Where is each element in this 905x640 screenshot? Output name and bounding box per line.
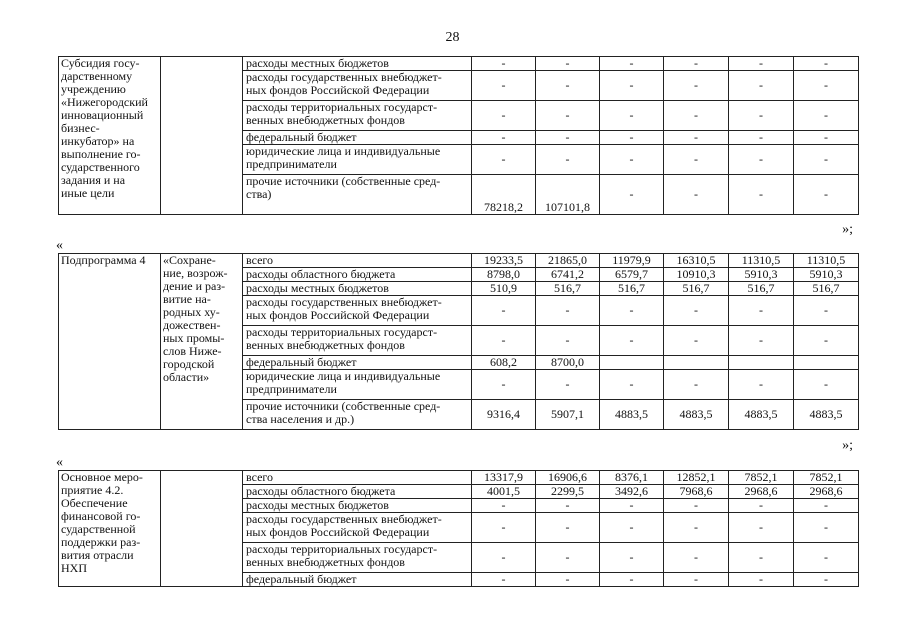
item-name-line: Основное меро-: [61, 470, 143, 484]
value-cell: -: [600, 71, 664, 101]
value-cell: -: [472, 370, 536, 400]
value-cell: -: [472, 326, 536, 356]
funding-source-cell: [243, 175, 472, 215]
funding-source-line: ства населения и др.): [246, 412, 355, 426]
value-cell: -: [600, 573, 664, 587]
item-name-line: финансовой го-: [61, 509, 141, 523]
item-name-line: «Нижегородский: [61, 95, 148, 109]
value-cell: -: [794, 296, 859, 326]
value-cell: -: [729, 101, 794, 131]
item-name-line: Подпрограмма 4: [61, 253, 146, 267]
value-cell: -: [472, 145, 536, 175]
funding-source-cell: [243, 71, 472, 101]
item-name-line: иные цели: [61, 186, 115, 200]
funding-table-subprogram-4: [58, 253, 859, 430]
value-cell: [729, 356, 794, 370]
program-name-cell: [161, 254, 243, 430]
value-cell: -: [600, 326, 664, 356]
value-cell: 516,7: [536, 282, 600, 296]
value-cell: -: [794, 131, 859, 145]
funding-source-line: всего: [246, 253, 274, 267]
table-row: [59, 471, 859, 485]
value-cell: -: [600, 296, 664, 326]
value-cell: -: [729, 131, 794, 145]
program-name-cell: [161, 57, 243, 215]
value-cell: -: [729, 543, 794, 573]
value-cell: 13317,9: [472, 471, 536, 485]
program-name-cell: [161, 471, 243, 587]
value-cell: -: [664, 513, 729, 543]
value-cell: -: [472, 573, 536, 587]
value-cell: 2968,6: [729, 485, 794, 499]
funding-source-cell: [243, 370, 472, 400]
funding-source-cell: [243, 145, 472, 175]
value-cell: 78218,2: [472, 175, 536, 215]
funding-source-line: юридические лица и индивидуальные: [246, 144, 441, 158]
value-cell: -: [600, 513, 664, 543]
value-cell: -: [729, 370, 794, 400]
value-cell: [600, 356, 664, 370]
value-cell: -: [600, 57, 664, 71]
value-cell: [794, 356, 859, 370]
value-cell: -: [472, 57, 536, 71]
funding-source-line: расходы местных бюджетов: [246, 56, 389, 70]
closing-quote: »;: [842, 438, 853, 453]
funding-source-line: ных фондов Российской Федерации: [246, 83, 430, 97]
value-cell: 516,7: [729, 282, 794, 296]
value-cell: 6579,7: [600, 268, 664, 282]
value-cell: -: [472, 513, 536, 543]
funding-source-line: федеральный бюджет: [246, 572, 357, 586]
item-name-line: вития отрасли: [61, 548, 134, 562]
value-cell: -: [472, 131, 536, 145]
funding-source-cell: [243, 101, 472, 131]
table-row: [59, 57, 859, 71]
value-cell: -: [664, 499, 729, 513]
funding-source-line: венных внебюджетных фондов: [246, 113, 405, 127]
value-cell: -: [536, 573, 600, 587]
value-cell: 11979,9: [600, 254, 664, 268]
value-cell: -: [729, 296, 794, 326]
value-cell: 107101,8: [536, 175, 600, 215]
funding-source-line: ных фондов Российской Федерации: [246, 525, 430, 539]
program-name-line: родных ху-: [163, 305, 220, 319]
item-name-line: учреждению: [61, 82, 126, 96]
funding-source-line: юридические лица и индивидуальные: [246, 369, 441, 383]
value-cell: -: [664, 57, 729, 71]
value-cell: -: [664, 101, 729, 131]
funding-source-cell: [243, 282, 472, 296]
funding-source-line: расходы территориальных государст-: [246, 542, 438, 556]
funding-source-cell: [243, 573, 472, 587]
value-cell: 21865,0: [536, 254, 600, 268]
value-cell: -: [794, 326, 859, 356]
item-name-line: поддержки раз-: [61, 535, 141, 549]
item-name-line: инновационный: [61, 108, 144, 122]
funding-source-line: расходы областного бюджета: [246, 484, 396, 498]
value-cell: -: [536, 513, 600, 543]
value-cell: -: [794, 71, 859, 101]
item-name-line: сударственной: [61, 522, 136, 536]
funding-source-line: расходы местных бюджетов: [246, 498, 389, 512]
value-cell: -: [600, 175, 664, 215]
funding-source-cell: [243, 499, 472, 513]
program-name-line: витие на-: [163, 292, 211, 306]
value-cell: 4001,5: [472, 485, 536, 499]
item-name-line: задания и на: [61, 173, 126, 187]
value-cell: 7852,1: [794, 471, 859, 485]
item-name-line: приятие 4.2.: [61, 483, 124, 497]
value-cell: -: [729, 326, 794, 356]
value-cell: -: [664, 543, 729, 573]
program-name-line: дожествен-: [163, 318, 221, 332]
program-name-line: «Сохране-: [163, 253, 216, 267]
value-cell: 4883,5: [600, 400, 664, 430]
value-cell: 5910,3: [794, 268, 859, 282]
value-cell: -: [794, 573, 859, 587]
funding-source-line: расходы территориальных государст-: [246, 100, 438, 114]
funding-source-cell: [243, 471, 472, 485]
item-name-line: выполнение го-: [61, 147, 141, 161]
value-cell: 5907,1: [536, 400, 600, 430]
value-cell: -: [794, 145, 859, 175]
funding-source-line: всего: [246, 470, 274, 484]
item-name-cell: [59, 254, 161, 430]
value-cell: 2968,6: [794, 485, 859, 499]
value-cell: 6741,2: [536, 268, 600, 282]
value-cell: 16906,6: [536, 471, 600, 485]
value-cell: 9316,4: [472, 400, 536, 430]
value-cell: -: [472, 499, 536, 513]
funding-source-line: расходы государственных внебюджет-: [246, 295, 442, 309]
funding-source-line: предприниматели: [246, 382, 337, 396]
page-number: 28: [445, 30, 460, 45]
funding-source-cell: [243, 356, 472, 370]
funding-source-line: расходы местных бюджетов: [246, 281, 389, 295]
value-cell: 7852,1: [729, 471, 794, 485]
value-cell: 516,7: [664, 282, 729, 296]
value-cell: 10910,3: [664, 268, 729, 282]
funding-source-line: венных внебюджетных фондов: [246, 338, 405, 352]
value-cell: 516,7: [794, 282, 859, 296]
funding-source-line: федеральный бюджет: [246, 130, 357, 144]
value-cell: 5910,3: [729, 268, 794, 282]
funding-source-line: ства): [246, 187, 272, 201]
value-cell: -: [600, 543, 664, 573]
item-name-line: инкубатор» на: [61, 134, 135, 148]
funding-source-cell: [243, 400, 472, 430]
value-cell: -: [600, 101, 664, 131]
item-name-line: Субсидия госу-: [61, 56, 140, 70]
program-name-line: ние, возрож-: [163, 266, 228, 280]
item-name-line: сударственного: [61, 160, 140, 174]
program-name-line: городской: [163, 357, 215, 371]
value-cell: -: [600, 145, 664, 175]
value-cell: -: [729, 573, 794, 587]
opening-quote: «: [56, 238, 63, 253]
table-row: [59, 254, 859, 268]
value-cell: 8700,0: [536, 356, 600, 370]
value-cell: -: [600, 499, 664, 513]
value-cell: 2299,5: [536, 485, 600, 499]
program-name-line: ных промы-: [163, 331, 225, 345]
value-cell: -: [729, 57, 794, 71]
value-cell: -: [729, 145, 794, 175]
value-cell: [664, 356, 729, 370]
value-cell: -: [536, 101, 600, 131]
item-name-cell: [59, 57, 161, 215]
funding-source-line: прочие источники (собственные сред-: [246, 174, 441, 188]
funding-source-cell: [243, 543, 472, 573]
value-cell: -: [664, 296, 729, 326]
funding-table-subsidy: [58, 56, 859, 215]
value-cell: -: [794, 57, 859, 71]
funding-source-line: расходы территориальных государст-: [246, 325, 438, 339]
value-cell: -: [664, 326, 729, 356]
value-cell: -: [600, 131, 664, 145]
value-cell: 19233,5: [472, 254, 536, 268]
value-cell: -: [472, 296, 536, 326]
item-name-line: дарственному: [61, 69, 133, 83]
value-cell: -: [536, 326, 600, 356]
value-cell: -: [794, 499, 859, 513]
value-cell: -: [472, 71, 536, 101]
item-name-cell: [59, 471, 161, 587]
funding-source-cell: [243, 485, 472, 499]
value-cell: -: [794, 370, 859, 400]
value-cell: -: [664, 370, 729, 400]
funding-source-cell: [243, 57, 472, 71]
funding-source-cell: [243, 268, 472, 282]
funding-source-cell: [243, 296, 472, 326]
funding-source-cell: [243, 254, 472, 268]
item-name-line: бизнес-: [61, 121, 100, 135]
funding-table-activity-4-2: [58, 470, 859, 587]
value-cell: 12852,1: [664, 471, 729, 485]
value-cell: -: [536, 71, 600, 101]
value-cell: -: [472, 101, 536, 131]
value-cell: -: [536, 145, 600, 175]
value-cell: 11310,5: [729, 254, 794, 268]
value-cell: -: [664, 175, 729, 215]
value-cell: 516,7: [600, 282, 664, 296]
value-cell: -: [794, 513, 859, 543]
item-name-line: НХП: [61, 561, 87, 575]
value-cell: 8376,1: [600, 471, 664, 485]
value-cell: 16310,5: [664, 254, 729, 268]
value-cell: -: [664, 71, 729, 101]
funding-source-line: предприниматели: [246, 157, 337, 171]
value-cell: 7968,6: [664, 485, 729, 499]
value-cell: -: [536, 370, 600, 400]
value-cell: -: [600, 370, 664, 400]
closing-quote: »;: [842, 222, 853, 237]
value-cell: 4883,5: [794, 400, 859, 430]
funding-source-cell: [243, 326, 472, 356]
value-cell: -: [536, 131, 600, 145]
value-cell: 3492,6: [600, 485, 664, 499]
funding-source-line: федеральный бюджет: [246, 355, 357, 369]
value-cell: -: [536, 499, 600, 513]
value-cell: 11310,5: [794, 254, 859, 268]
value-cell: -: [536, 543, 600, 573]
value-cell: -: [664, 573, 729, 587]
opening-quote: «: [56, 455, 63, 470]
value-cell: 8798,0: [472, 268, 536, 282]
funding-source-line: венных внебюджетных фондов: [246, 555, 405, 569]
value-cell: 4883,5: [664, 400, 729, 430]
funding-source-cell: [243, 513, 472, 543]
program-name-line: дение и раз-: [163, 279, 226, 293]
value-cell: 608,2: [472, 356, 536, 370]
funding-source-line: расходы государственных внебюджет-: [246, 512, 442, 526]
funding-source-line: расходы государственных внебюджет-: [246, 70, 442, 84]
value-cell: -: [664, 145, 729, 175]
funding-source-line: ных фондов Российской Федерации: [246, 308, 430, 322]
value-cell: -: [794, 175, 859, 215]
funding-source-line: расходы областного бюджета: [246, 267, 396, 281]
value-cell: -: [794, 543, 859, 573]
value-cell: -: [664, 131, 729, 145]
funding-source-cell: [243, 131, 472, 145]
value-cell: -: [729, 71, 794, 101]
value-cell: 510,9: [472, 282, 536, 296]
value-cell: 4883,5: [729, 400, 794, 430]
item-name-line: Обеспечение: [61, 496, 128, 510]
value-cell: -: [536, 57, 600, 71]
program-name-line: слов Ниже-: [163, 344, 222, 358]
value-cell: -: [472, 543, 536, 573]
value-cell: -: [729, 175, 794, 215]
value-cell: -: [729, 513, 794, 543]
funding-source-line: прочие источники (собственные сред-: [246, 399, 441, 413]
value-cell: -: [729, 499, 794, 513]
program-name-line: области»: [163, 370, 210, 384]
value-cell: -: [794, 101, 859, 131]
value-cell: -: [536, 296, 600, 326]
